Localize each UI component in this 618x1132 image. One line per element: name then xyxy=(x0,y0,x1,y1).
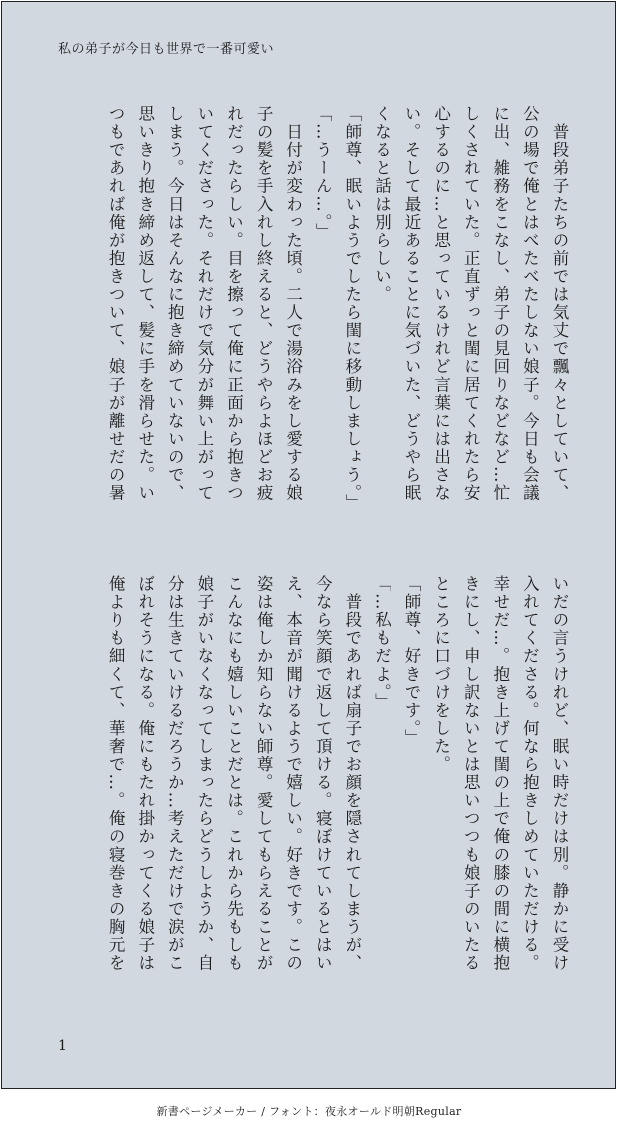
text-line: い。そして最近あることに気づいた、どうやら眠 xyxy=(402,105,422,503)
page-number: 1 xyxy=(58,1038,67,1054)
text-line: しまう。今日はそんなに抱き締めていないので、 xyxy=(165,105,185,503)
text-line: 今なら笑顔で返して頂ける。寝ぼけているとはい xyxy=(313,575,333,973)
text-line: こんなにも嬉しいことだとは。これから先もしも xyxy=(224,575,244,973)
text-line: 普段弟子たちの前では気丈で飄々としていて、 xyxy=(550,105,569,503)
text-line: 日付が変わった頃。二人で湯浴みをし愛する娘 xyxy=(283,105,303,503)
text-line: 「師尊、好きです。」 xyxy=(402,575,422,748)
text-line: いてくださった。それだけで気分が舞い上がって xyxy=(194,105,214,503)
footer-credit: 新書ページメーカー / フォント：夜永オールド明朝Regular xyxy=(156,1105,462,1118)
text-line: ところに口づけをした。 xyxy=(431,575,451,774)
text-line: 入れてくださる。何なら抱きしめていただける。 xyxy=(520,575,540,973)
text-line: 公の場で俺とはべたべたしない娘子。今日も会議 xyxy=(520,105,540,503)
text-line: 子の髪を手入れし終えると、どうやらよほどお疲 xyxy=(254,105,274,503)
text-line: 「…私もだよ。」 xyxy=(372,575,392,712)
text-line: 幸せだ…。抱き上げて閨の上で俺の膝の間に横抱 xyxy=(490,575,510,973)
text-line: に出、雑務をこなし、弟子の見回りなどなど…忙 xyxy=(490,105,510,503)
text-line: 娘子がいなくなってしまったらどうしようか、自 xyxy=(194,575,214,973)
text-line: 思いきり抱き締め返して、髪に手を滑らせた。い xyxy=(135,105,155,503)
text-line: いだの言うけれど、眠い時だけは別。静かに受け xyxy=(550,575,569,973)
text-line: ぼれそうになる。俺にもたれ掛かってくる娘子は xyxy=(135,575,155,973)
text-line: れだったらしい。目を擦って俺に正面から抱きつ xyxy=(224,105,244,503)
text-block-bottom xyxy=(105,575,569,1005)
text-line: 姿は俺しか知らない師尊。愛してもらえることが xyxy=(254,575,274,973)
text-line: くなると話は別らしい。 xyxy=(372,105,392,304)
text-line: 心するのに…と思っているけれど言葉には出さな xyxy=(431,105,451,503)
page-title: 私の弟子が今日も世界で一番可愛い xyxy=(58,42,275,57)
text-line: え、本音が聞けるようで嬉しい。好きです。この xyxy=(283,575,303,973)
text-line: 「師尊、眠いようでしたら閨に移動しましょう。」 xyxy=(342,105,362,512)
text-line: つもであれば俺が抱きついて、娘子が離せだの暑 xyxy=(106,105,126,503)
text-block-top xyxy=(105,105,569,525)
text-line: しくされていた。正直ずっと閨に居てくれたら安 xyxy=(461,105,481,503)
text-line: 普段であれば扇子でお顔を隠されてしまうが、 xyxy=(342,575,362,973)
text-line: 「…うーん…。」 xyxy=(313,105,333,242)
text-line: 俺よりも細くて、華奢で…。俺の寝巻きの胸元を xyxy=(106,575,126,973)
text-line: 分は生きていけるだろうか…考えただけで涙がこ xyxy=(165,575,185,973)
manuscript-page xyxy=(1,1,616,1089)
text-line: きにし、申し訳ないとは思いつつも娘子のいたる xyxy=(461,575,481,973)
